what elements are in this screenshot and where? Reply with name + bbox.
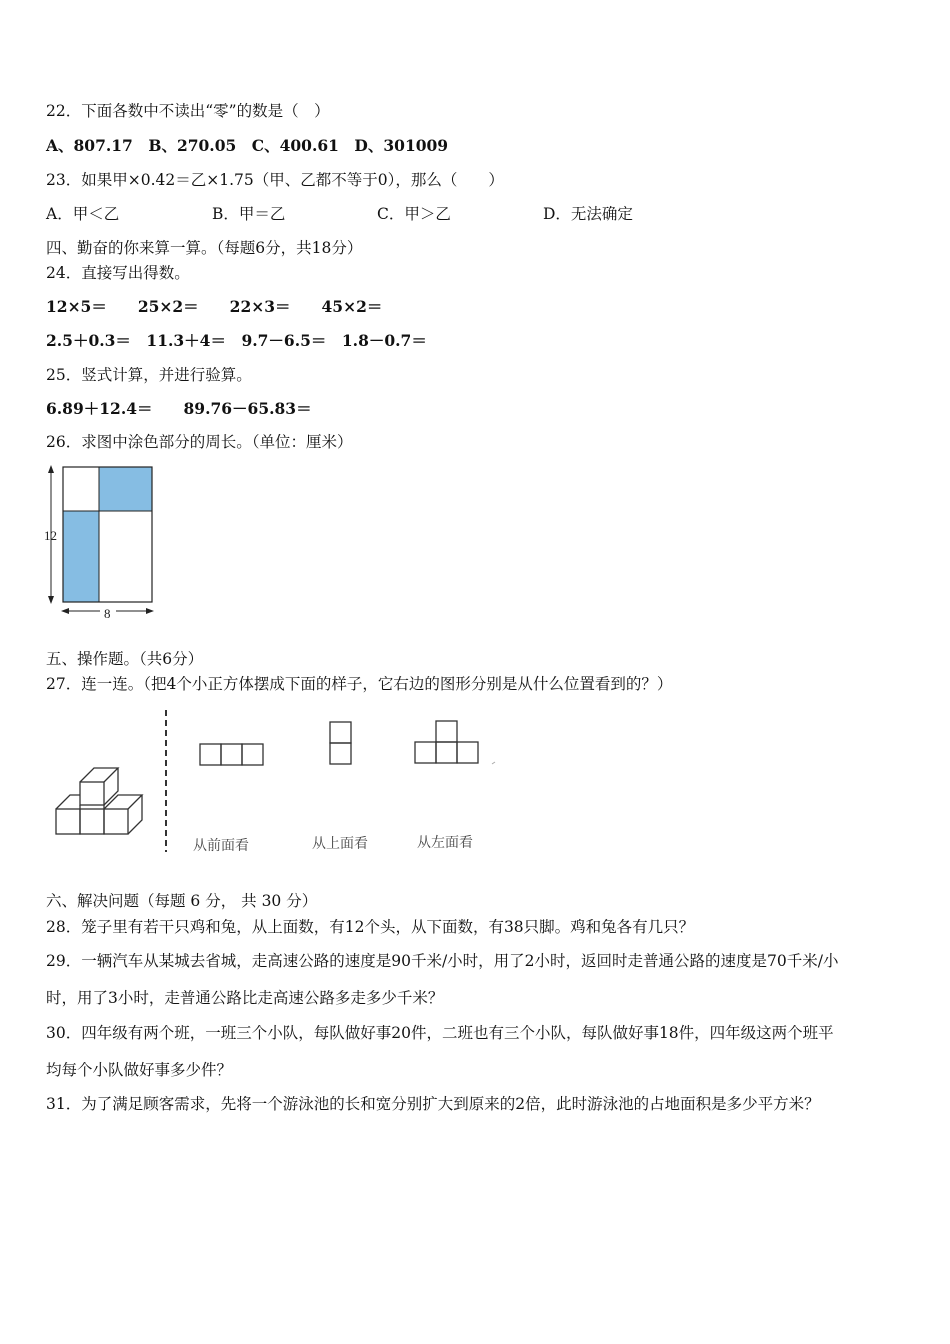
q23-option-c: C．甲＞乙	[377, 205, 451, 223]
q24-stem: 24．直接写出得数。	[46, 264, 190, 282]
section-6-title: 六、解决问题（每题 6 分， 共 30 分）	[46, 892, 318, 910]
caption-front: 从前面看	[193, 838, 249, 854]
caption-left: 从左面看	[417, 835, 473, 851]
q25-stem: 25．竖式计算，并进行验算。	[46, 366, 252, 384]
height-label: 12	[44, 528, 57, 543]
q29-line-2: 时，用了3小时，走普通公路比走高速公路多走多少千米？	[46, 989, 444, 1007]
section-4-title: 四、勤奋的你来算一算。（每题6分，共18分）	[46, 239, 363, 257]
q27-figure	[40, 702, 510, 864]
q24-row-1: 12×5＝ 25×2＝ 22×3＝ 45×2＝	[46, 297, 383, 316]
q30-line-2: 均每个小队做好事多少件？	[46, 1061, 233, 1079]
shaded-left-strip	[63, 511, 99, 602]
q23-stem: 23．如果甲×0.42＝乙×1.75（甲、乙都不等于0），那么（ ）	[46, 171, 504, 189]
q25-row: 6.89＋12.4＝ 89.76－65.83＝	[46, 399, 312, 418]
q23-option-a: A．甲＜乙	[46, 205, 120, 223]
section-5-title: 五、操作题。（共6分）	[46, 650, 204, 668]
q23-option-d: D．无法确定	[543, 205, 633, 223]
left-view-shape	[415, 721, 478, 763]
caption-top: 从上面看	[312, 836, 368, 852]
cube-stack-3d	[56, 768, 142, 834]
width-label: 8	[104, 606, 111, 621]
q24-row-2: 2.5＋0.3＝ 11.3＋4＝ 9.7－6.5＝ 1.8－0.7＝	[46, 331, 427, 350]
q23-option-b: B．甲＝乙	[212, 205, 286, 223]
front-view-shape	[200, 744, 263, 765]
q28-text: 28．笼子里有若干只鸡和兔，从上面数，有12个头，从下面数，有38只脚。鸡和兔各有几只？	[46, 918, 695, 936]
q27-stem: 27．连一连。（把4个小正方体摆成下面的样子，它右边的图形分别是从什么位置看到的？）	[46, 675, 673, 693]
q22-options: A、807.17 B、270.05 C、400.61 D、301009	[46, 136, 449, 155]
q31-text: 31．为了满足顾客需求，先将一个游泳池的长和宽分别扩大到原来的2倍，此时游泳池的占地面积是多少平方米？	[46, 1095, 820, 1113]
q30-line-1: 30．四年级有两个班，一班三个小队，每队做好事20件，二班也有三个小队，每队做好事18件，四年级这两个班平	[46, 1024, 834, 1042]
q22-stem: 22．下面各数中不读出“零”的数是（ ）	[46, 102, 330, 120]
q26-stem: 26．求图中涂色部分的周长。（单位：厘米）	[46, 433, 353, 451]
q29-line-1: 29．一辆汽车从某城去省城，走高速公路的速度是90千米/小时，用了2小时，返回时走普通公路的速度是70千米/小	[46, 952, 839, 970]
shaded-top-right	[99, 467, 152, 511]
q26-figure	[40, 462, 162, 622]
top-view-shape	[330, 722, 351, 764]
